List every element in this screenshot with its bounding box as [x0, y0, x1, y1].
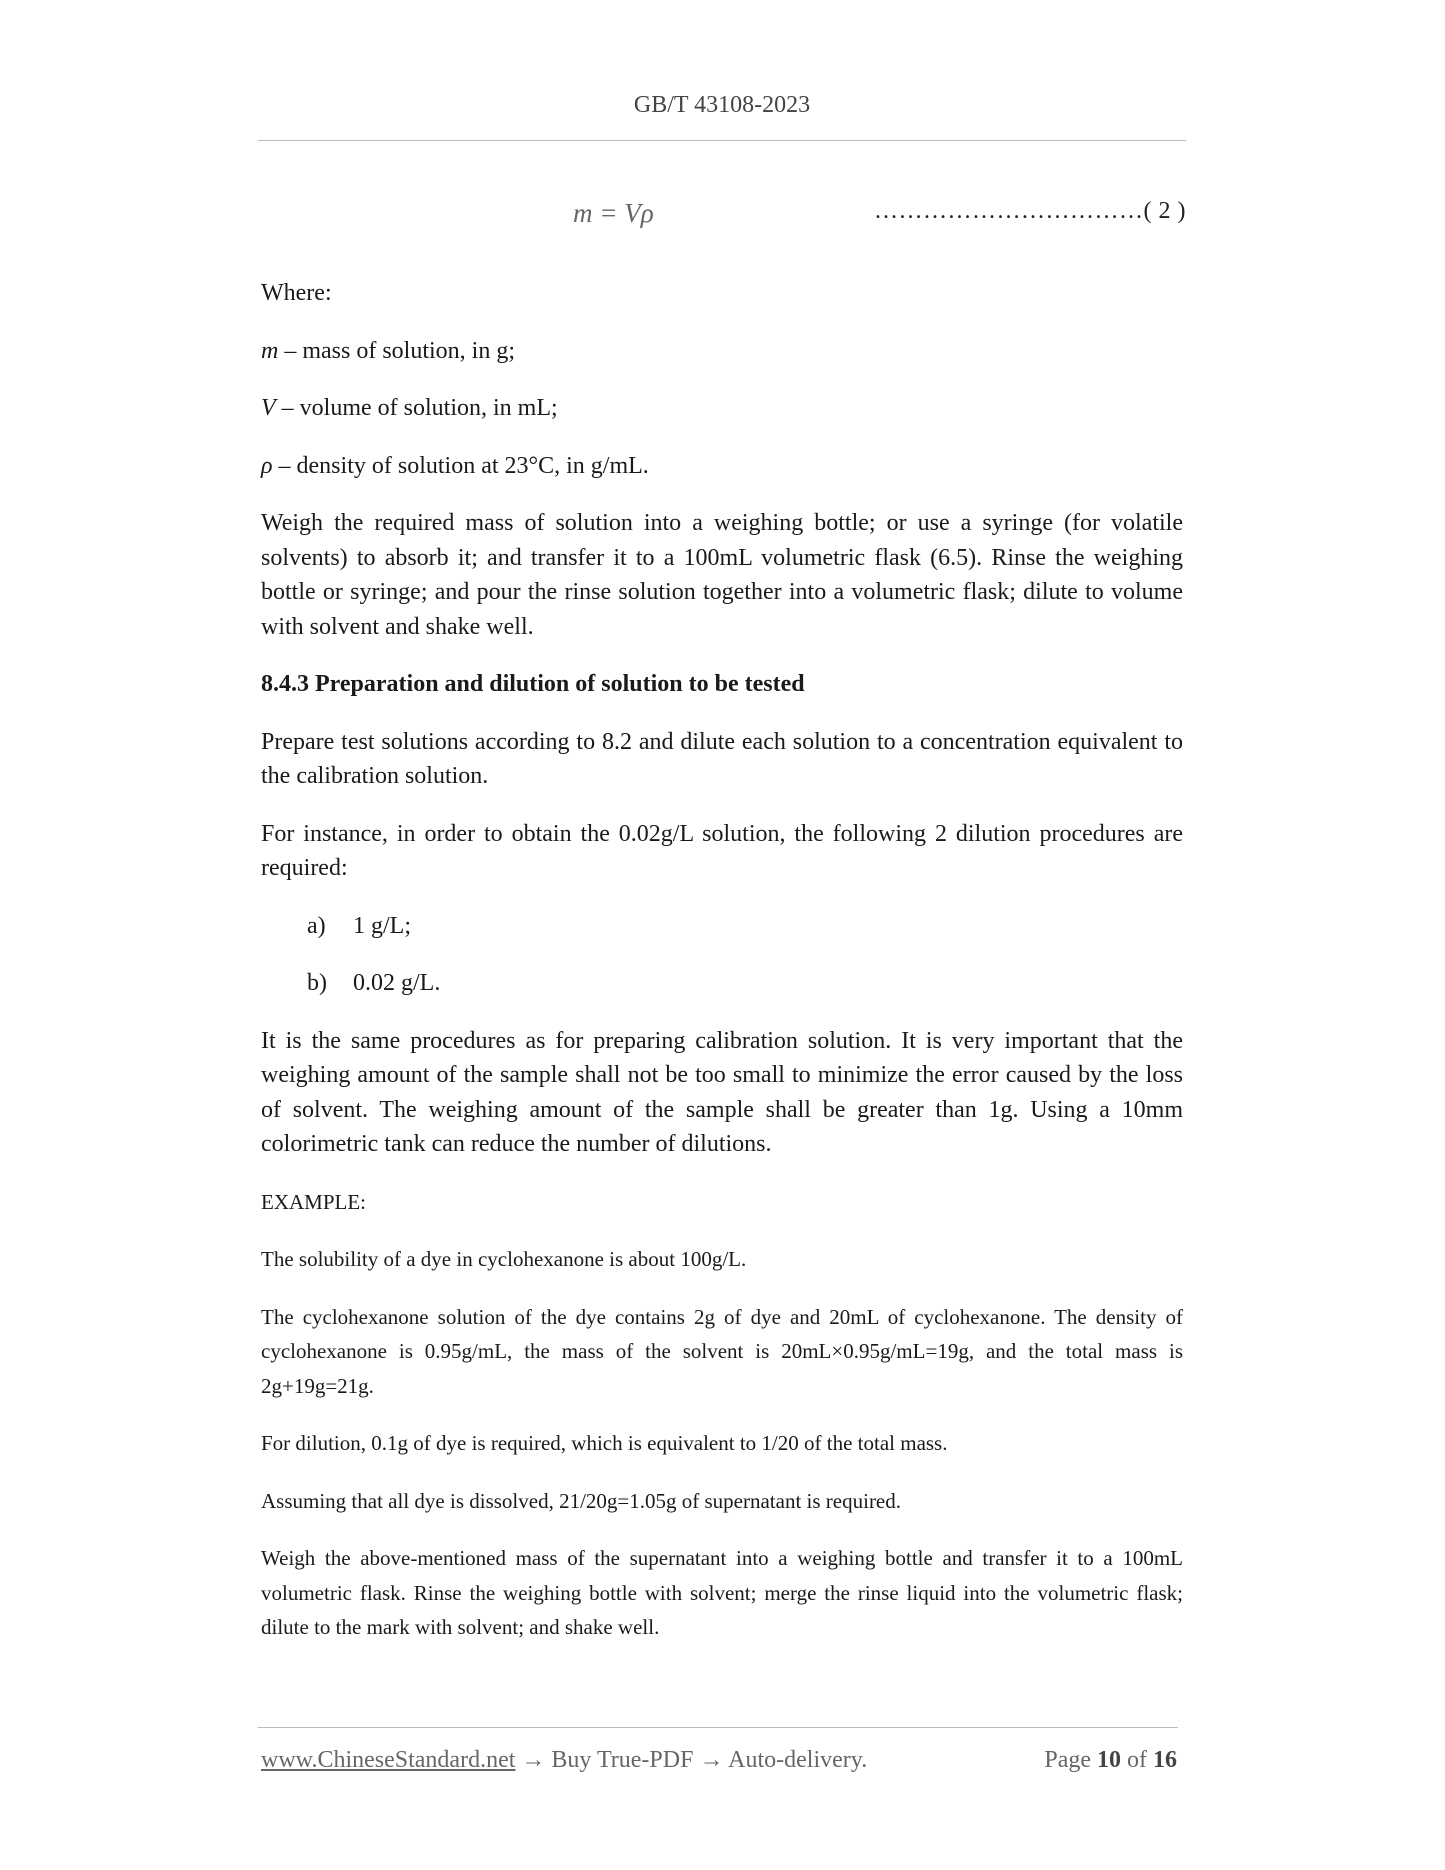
- example-line: The cyclohexanone solution of the dye contains 2g of dye and 20mL of cyclohexanone. The density of cyclohexanone is 0.95g/mL, the mass of the solvent is 20mL×0.95g/mL=19g, and the total mass is 2g+19g=21g.: [261, 1304, 1183, 1398]
- where-label: Where:: [261, 280, 332, 306]
- equation-number: ( 2 ): [1143, 198, 1186, 224]
- example-line: Assuming that all dye is dissolved, 21/20g=1.05g of supernatant is required.: [261, 1488, 902, 1513]
- site-link[interactable]: www.ChineseStandard.net: [261, 1747, 516, 1773]
- symbol-m: m: [261, 337, 279, 364]
- definition-m-text: – mass of solution, in g;: [278, 337, 516, 364]
- equation-number-leader: [874, 198, 1186, 225]
- list-text-a: 1 g/L;: [353, 912, 411, 939]
- paragraph-prepare: Prepare test solutions according to 8.2 and dilute each solution to a concentration equivalent to the calibration solution.: [261, 728, 1183, 789]
- arrow-icon: →: [699, 1747, 724, 1773]
- equation-expression: m = Vρ: [573, 198, 654, 228]
- footer-divider: [258, 1727, 1178, 1728]
- section-heading: 8.4.3 Preparation and dilution of solution to be tested: [261, 671, 805, 697]
- page-footer: [261, 1747, 1177, 1779]
- list-item: [261, 966, 1183, 1001]
- symbol-v: V: [261, 395, 276, 421]
- definition-v: [261, 391, 1183, 426]
- header-divider: [258, 140, 1186, 141]
- example-line: For dilution, 0.1g of dye is required, which is equivalent to 1/20 of the total mass.: [261, 1431, 948, 1455]
- page-of-label: of: [1127, 1747, 1147, 1773]
- example-line: Weigh the above-mentioned mass of the supernatant into a weighing bottle and transfer it to a 100mL volumetric flask. Rinse the weighing bottle with solvent; merge the rinse liquid into the volumetric flask; dilute to the mark with solvent; and shake well.: [261, 1546, 1183, 1639]
- symbol-rho: ρ: [261, 452, 273, 479]
- equation-row: [258, 198, 1186, 234]
- definition-m: [261, 334, 1183, 369]
- definition-rho-text: – density of solution at 23°C, in g/mL.: [272, 452, 649, 479]
- auto-delivery-text: Auto-delivery.: [728, 1747, 868, 1773]
- list-label-a: a): [307, 912, 326, 939]
- list-label-b: b): [307, 970, 327, 996]
- definition-v-text: – volume of solution, in mL;: [275, 395, 558, 421]
- equation-dots: ……………………………: [874, 198, 1144, 224]
- document-header: GB/T 43108-2023: [633, 92, 811, 118]
- page-indicator: [1044, 1747, 1177, 1774]
- list-text-b: 0.02 g/L.: [353, 970, 441, 996]
- list-item: [261, 909, 1183, 944]
- page-number: 10: [1097, 1747, 1121, 1773]
- example-label: EXAMPLE:: [261, 1189, 366, 1214]
- paragraph-instance: For instance, in order to obtain the 0.02g/L solution, the following 2 dilution procedures are required:: [261, 820, 1183, 881]
- definition-rho: [261, 449, 1183, 484]
- page-label: Page: [1044, 1747, 1091, 1773]
- page-body: [261, 276, 1183, 1668]
- page-total: 16: [1153, 1747, 1177, 1773]
- buy-pdf-link[interactable]: Buy True-PDF: [551, 1747, 694, 1773]
- paragraph-procedures: It is the same procedures as for preparing calibration solution. It is very important that the weighing amount of the sample shall not be too small to minimize the error caused by the loss of solvent. The weighing amount of the sample shall be greater than 1g. Using a 10mm colorimetric tank can reduce the number of dilutions.: [261, 1027, 1183, 1157]
- example-line: The solubility of a dye in cyclohexanone is about 100g/L.: [261, 1247, 747, 1271]
- arrow-icon: →: [521, 1747, 546, 1773]
- paragraph-weigh: Weigh the required mass of solution into a weighing bottle; or use a syringe (for volatile solvents) to absorb it; and transfer it to a 100mL volumetric flask (6.5). Rinse the weighing bottle or syringe; and pour the rinse solution together into a volumetric flask; dilute to volume with solvent and shake well.: [261, 510, 1183, 640]
